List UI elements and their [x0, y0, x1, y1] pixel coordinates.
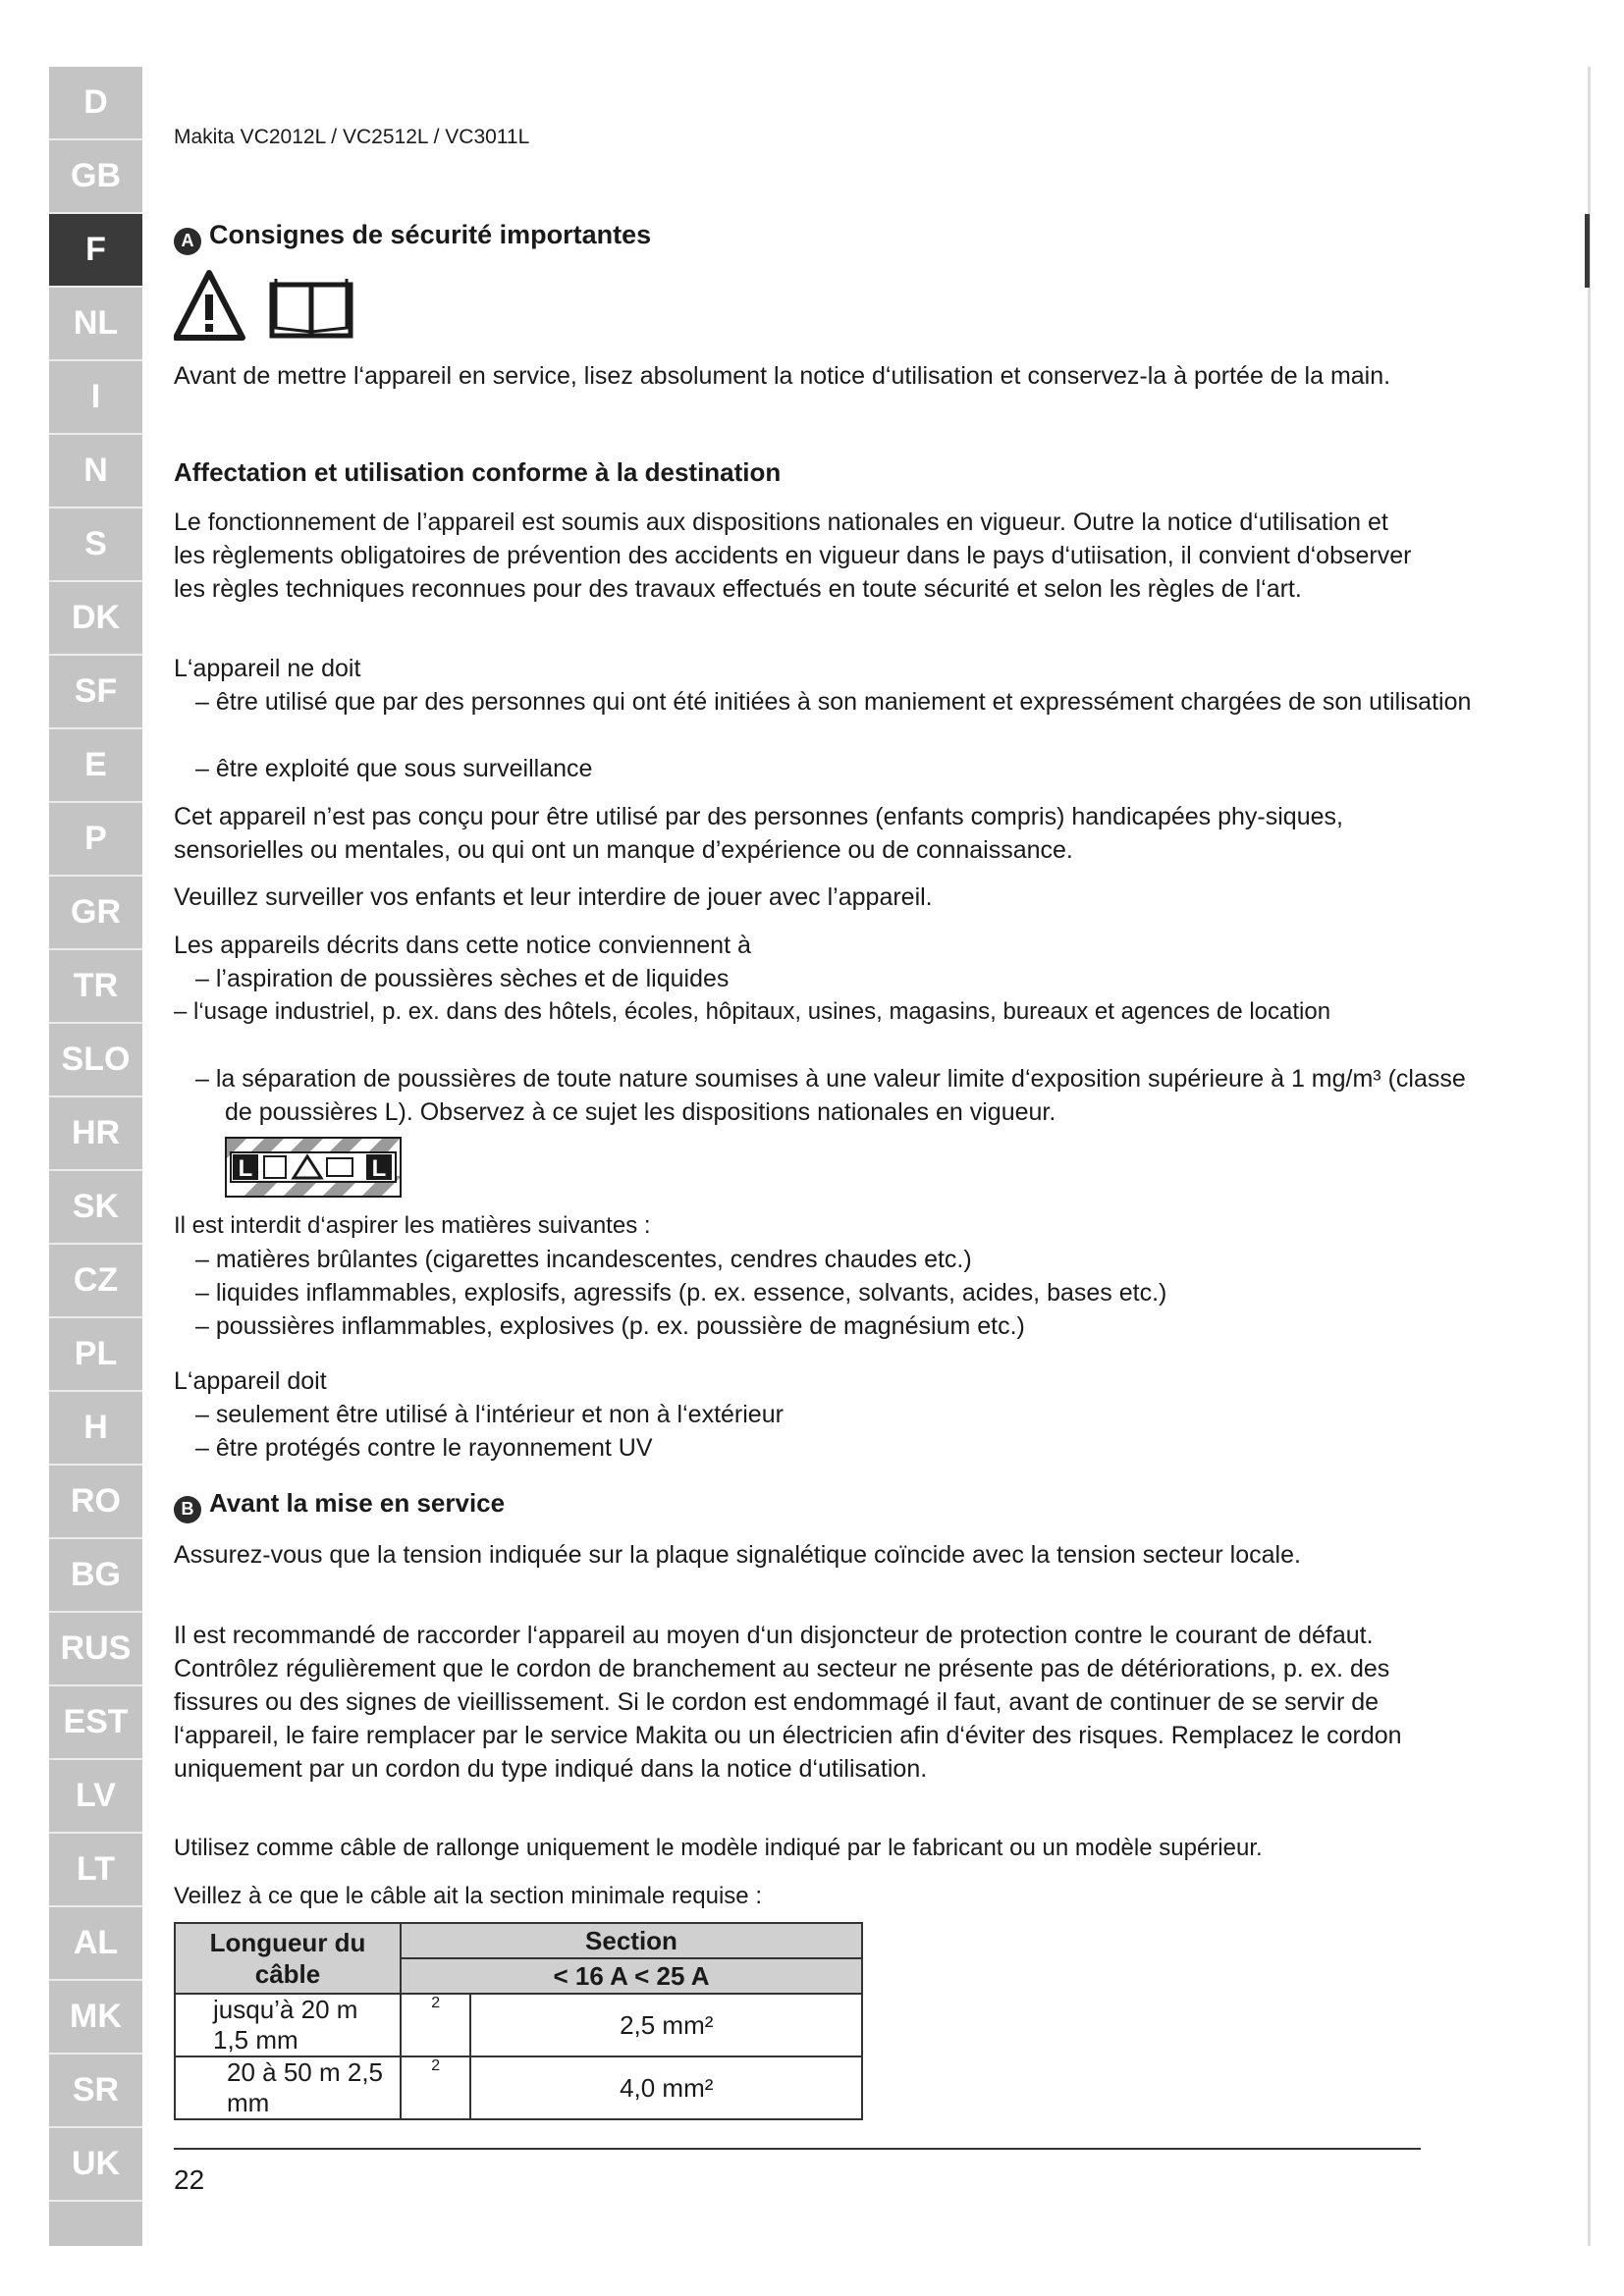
language-tab-sk: SK [49, 1171, 142, 1245]
dust-class-letter-left: L [238, 1155, 253, 1182]
footer-rule [174, 2148, 1421, 2150]
safety-icons [174, 267, 1421, 346]
must-item-2: – être protégés contre le rayonnement UV [195, 1434, 653, 1462]
cable-section-paragraph: Veillez à ce que le câble ait la section minimale requise : [174, 1883, 762, 1909]
language-tab-s: S [49, 508, 142, 582]
language-tab-d: D [49, 67, 142, 140]
intended-use-heading: Affectation et utilisation conforme à la destination [174, 457, 782, 487]
table-cell-section-16a: 2 [401, 2056, 470, 2119]
forbidden-item-1: – matières brûlantes (cigarettes incandescentes, cendres chaudes etc.) [195, 1246, 972, 1273]
language-tab-al: AL [49, 1907, 142, 1981]
section-b-badge: B [174, 1496, 201, 1523]
suited-item-3: – la séparation de poussières de toute nature soumises à une valeur limite d‘exposition supérieure à 1 mg/m³ (classe de poussières L). Observez à ce sujet les dispositions nationales en vigueur. [195, 1065, 1466, 1126]
table-row [175, 2056, 862, 2119]
suited-item-2: – l‘usage industriel, p. ex. dans des hôtels, écoles, hôpitaux, usines, magasins, bureaux et agences de location [174, 998, 1331, 1025]
extension-cable-paragraph: Utilisez comme câble de rallonge uniquement le modèle indiqué par le fabricant ou un modèle supérieur. [174, 1835, 1263, 1861]
intended-use-paragraph: Le fonctionnement de l’appareil est soumis aux dispositions nationales en vigueur. Outre la notice d‘utilisation et les règlements obligatoires de prévention des accidents en vigueur dans le pays d‘utiisation, il convient d‘observer les règles techniques reconnues pour des travaux effectués en toute sécurité et selon les règles de l‘art. [174, 508, 1412, 603]
language-tab-slo: SLO [49, 1024, 142, 1097]
warning-triangle-icon [176, 273, 243, 338]
language-tab-est: EST [49, 1686, 142, 1760]
language-tab-h: H [49, 1392, 142, 1466]
table-row [175, 1994, 862, 2056]
must-intro: L‘appareil doit [174, 1367, 327, 1395]
cable-section-table [174, 1922, 863, 2120]
table-cell-length: jusqu’à 20 m 1,5 mm [175, 1994, 401, 2056]
language-tab-n: N [49, 435, 142, 508]
safety-intro: Avant de mettre l‘appareil en service, lisez absolument la notice d‘utilisation et conservez-la à portée de la main. [174, 362, 1391, 390]
language-tab-bg: BG [49, 1539, 142, 1613]
language-tab-rus: RUS [49, 1613, 142, 1686]
table-header-section: Section [401, 1923, 862, 1958]
disabled-persons-paragraph: Cet appareil n’est pas conçu pour être utilisé par des personnes (enfants compris) handicapées phy-siques, sensorielles ou mentales, ou qui ont un manque d’expérience ou de connaissance. [174, 803, 1343, 864]
language-tab-uk: UK [49, 2128, 142, 2202]
language-tab-f: F [49, 214, 142, 288]
language-tab-hr: HR [49, 1097, 142, 1171]
model-header: Makita VC2012L / VC2512L / VC3011L [174, 126, 530, 148]
table-cell-section-16a: 2 [401, 1994, 470, 2056]
table-cell-section-25a: 4,0 mm² [470, 2056, 862, 2119]
language-tab-i: I [49, 361, 142, 435]
circuit-breaker-paragraph: Il est recommandé de raccorder l‘appareil au moyen d‘un disjoncteur de protection contre le courant de défaut. Contrôlez régulièrement que le cordon de branchement au secteur ne présente pas de détériorations, p. ex. des fissures ou des signes de vieillissement. Si le cordon est endommagé il faut, avant de continuer de se servir de l‘appareil, le faire remplacer par le service Makita ou un électricien afin d‘éviter des risques. Remplacez le cordon uniquement par un cordon du type indiqué dans la notice d‘utilisation. [174, 1622, 1402, 1783]
section-a-title: Consignes de sécurité importantes [209, 220, 652, 249]
table-cell-section-25a: 2,5 mm² [470, 1994, 862, 2056]
language-tab-sf: SF [49, 656, 142, 729]
must-not-item-2: – être exploité que sous surveillance [195, 755, 593, 782]
warning-and-manual-icons [174, 267, 360, 346]
dust-class-label [225, 1137, 402, 1198]
language-tab-lv: LV [49, 1760, 142, 1834]
language-tab-lt: LT [49, 1834, 142, 1907]
section-b-title: Avant la mise en service [209, 1488, 506, 1518]
must-not-item-1: – être utilisé que par des personnes qui ont été initiées à son maniement et expressément chargées de son utilisation [195, 688, 1472, 716]
section-a-heading [174, 220, 1421, 255]
right-edge-marker [1585, 214, 1590, 288]
language-tab-p: P [49, 803, 142, 877]
language-tab-mk: MK [49, 1981, 142, 2055]
children-paragraph: Veuillez surveiller vos enfants et leur interdire de jouer avec l’appareil. [174, 883, 933, 911]
section-b-heading [174, 1488, 1421, 1523]
forbidden-intro: Il est interdit d‘aspirer les matières suivantes : [174, 1212, 651, 1239]
language-tab-pl: PL [49, 1318, 142, 1392]
language-tab-sr: SR [49, 2055, 142, 2128]
language-tab-gr: GR [49, 877, 142, 950]
language-tab-gb: GB [49, 140, 142, 214]
must-item-1: – seulement être utilisé à l‘intérieur et non à l‘extérieur [195, 1401, 784, 1428]
language-tab-tr: TR [49, 950, 142, 1024]
language-sidebar [49, 67, 142, 2246]
read-manual-icon [272, 279, 351, 336]
suited-item-1: – l’aspiration de poussières sèches et de liquides [195, 965, 730, 992]
language-tab-nl: NL [49, 288, 142, 361]
language-tab-e: E [49, 729, 142, 803]
language-tab-cz: CZ [49, 1245, 142, 1318]
dust-class-l-sticker-icon [225, 1137, 402, 1198]
language-tab-dk: DK [49, 582, 142, 656]
forbidden-item-2: – liquides inflammables, explosifs, agressifs (p. ex. essence, solvants, acides, bases etc.) [195, 1279, 1167, 1307]
page-number: 22 [174, 2164, 205, 2195]
table-subheader-amps: < 16 A < 25 A [401, 1958, 862, 1994]
right-edge-rule [1588, 67, 1591, 2246]
forbidden-item-3: – poussières inflammables, explosives (p. ex. poussière de magnésium etc.) [195, 1312, 1025, 1340]
language-tab-ro: RO [49, 1466, 142, 1539]
dust-class-letter-right: L [371, 1155, 387, 1182]
table-cell-length: 20 à 50 m 2,5 mm [175, 2056, 401, 2119]
suited-intro: Les appareils décrits dans cette notice conviennent à [174, 932, 751, 959]
must-not-intro: L‘appareil ne doit [174, 655, 361, 682]
table-header-length: Longueur du câble [175, 1923, 401, 1994]
voltage-paragraph: Assurez-vous que la tension indiquée sur la plaque signalétique coïncide avec la tension secteur locale. [174, 1541, 1301, 1569]
section-a-badge: A [174, 228, 201, 255]
